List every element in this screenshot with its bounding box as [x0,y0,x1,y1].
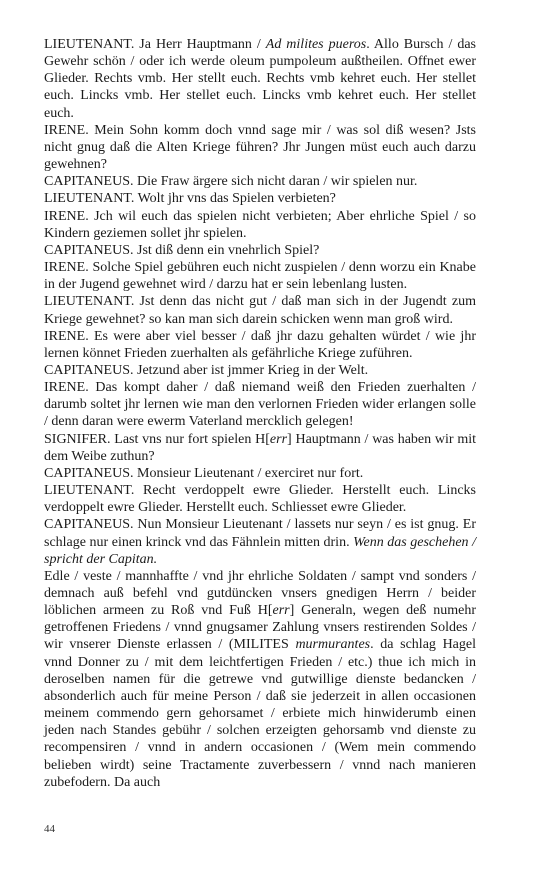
text-run: . Allo Bursch / das Gewehr schön / oder ich werde oleum pumpoleum außtheilen. Offnet ewer Glieder. Rechts vmb. Her stellt euch. Rechts vmb kehret euch. Her stellet euch. Lincks vmb. Her stellet euch. Lincks vmb kehret euch. Her stellet euch. [44,37,476,121]
italic-text: Wenn das geschehen / spricht der Capitan. [44,534,476,567]
text-run: IRENE. Mein Sohn komm doch vnnd sage mir / was sol diß wesen? Jsts nicht gnug daß die Alten Kriege führen? Jhr Jungen müst euch auch darzu gewehnen? [44,122,476,173]
text-run: ] Generaln, wegen deß numehr getroffenen Friedens / vnnd gnugsamer Zahlung vnsers restirenden Soldes / wir vnserer Dienste erlassen / (MILITES [44,603,477,653]
text-run: LIEUTENANT. Jst denn das nicht gut / daß man sich in der Jugendt zum Kriege gewehnet? so kan man sich darein schicken wenn man groß wird. [44,294,476,327]
text-run: IRENE. Es were aber viel besser / daß jhr dazu gehalten würdet / wie jhr lernen könnet Frieden zuerhalten als gefährliche Kriege zuführen. [44,328,476,361]
text-paragraph [44,190,476,207]
page-body [44,36,476,791]
text-paragraph [44,208,476,242]
text-paragraph [44,431,476,465]
text-run: LIEUTENANT. Recht verdoppelt ewre Glieder. Herstellt euch. Lincks verdoppelt ewre Glieder. Herstellt euch. Schliesset ewre Glieder. [44,483,476,516]
text-run: . da schlag Hagel vnnd Donner zu / mit dem leichtfertigen Frieden / etc.) thue ich mich in deroselben namen für die getrewe vnd gutwillige dienste bedancken / absonderlich auch für meine Person / daß sie jederzeit in allen occasionen meinem commendo gern gehorsamet / erbiete mich hinwiderumb einen jeden nach Standes gebühr / solchen erzeigten gehorsamb vnd dienste zu recompensiren / vnnd in andern occasionen / (Wem mein commendo belieben wirdt) seine Tractamente zuverbessern / vnnd nach manieren zubefodern. Da auch [44,637,476,790]
text-paragraph [44,36,476,122]
text-paragraph [44,362,476,379]
text-run: LIEUTENANT. Ja Herr Hauptmann / [44,37,266,52]
text-run: CAPITANEUS. Die Fraw ärgere sich nicht daran / wir spielen nur. [44,174,418,190]
text-run: ] Hauptmann / was haben wir mit dem Weibe zuthun? [44,431,476,464]
text-paragraph [44,293,476,327]
text-run: IRENE. Das kompt daher / daß niemand weiß den Frieden zuerhalten / darumb soltet jhr lernen wie man den verlornen Frieden wider erlangen solle / denn daran were ewerm Vaterland mercklich gelegen! [44,380,476,430]
text-run: LIEUTENANT. Wolt jhr vns das Spielen verbieten? [44,191,336,207]
text-paragraph [44,379,476,430]
text-paragraph [44,173,476,190]
text-run: IRENE. Jch wil euch das spielen nicht verbieten; Aber ehrliche Spiel / so Kindern geziemen sollet jhr spielen. [44,208,476,241]
page-number: 44 [44,823,55,835]
italic-text: err [272,603,290,619]
text-run: CAPITANEUS. Jst diß denn ein vnehrlich Spiel? [44,242,320,258]
text-run: SIGNIFER. Last vns nur fort spielen H[ [44,431,270,447]
italic-text: err [269,431,288,447]
text-paragraph [44,242,476,259]
text-paragraph [44,122,476,173]
text-run: Edle / veste / mannhaffte / vnd jhr ehrliche Soldaten / sampt vnd sonders / demnach auß befehl vnd gutdüncken vnsers gnedigen Herrn / beider löblichen armeen zu Roß vnd Fuß H[ [44,568,476,619]
text-run: CAPITANEUS. Jetzund aber ist jmmer Krieg in der Welt. [44,362,369,378]
text-run: IRENE. Solche Spiel gebühren euch nicht zuspielen / denn worzu ein Knabe in der Jugend gewehnet wird / darzu hat er sein lebenlang lusten. [44,260,476,293]
italic-text: Ad milites pueros [265,37,367,52]
text-run: CAPITANEUS. Nun Monsieur Lieutenant / lassets nur seyn / es ist gnug. Er schlage nur einen krinck vnd das Fähnlein mitten drin. [44,517,476,550]
text-run: CAPITANEUS. Monsieur Lieutenant / exerciret nur fort. [44,465,364,481]
text-paragraph [44,328,476,362]
italic-text: murmurantes [295,637,371,653]
text-paragraph [44,465,476,482]
text-paragraph [44,568,476,791]
text-paragraph [44,482,476,516]
text-paragraph [44,516,476,567]
text-paragraph [44,259,476,293]
